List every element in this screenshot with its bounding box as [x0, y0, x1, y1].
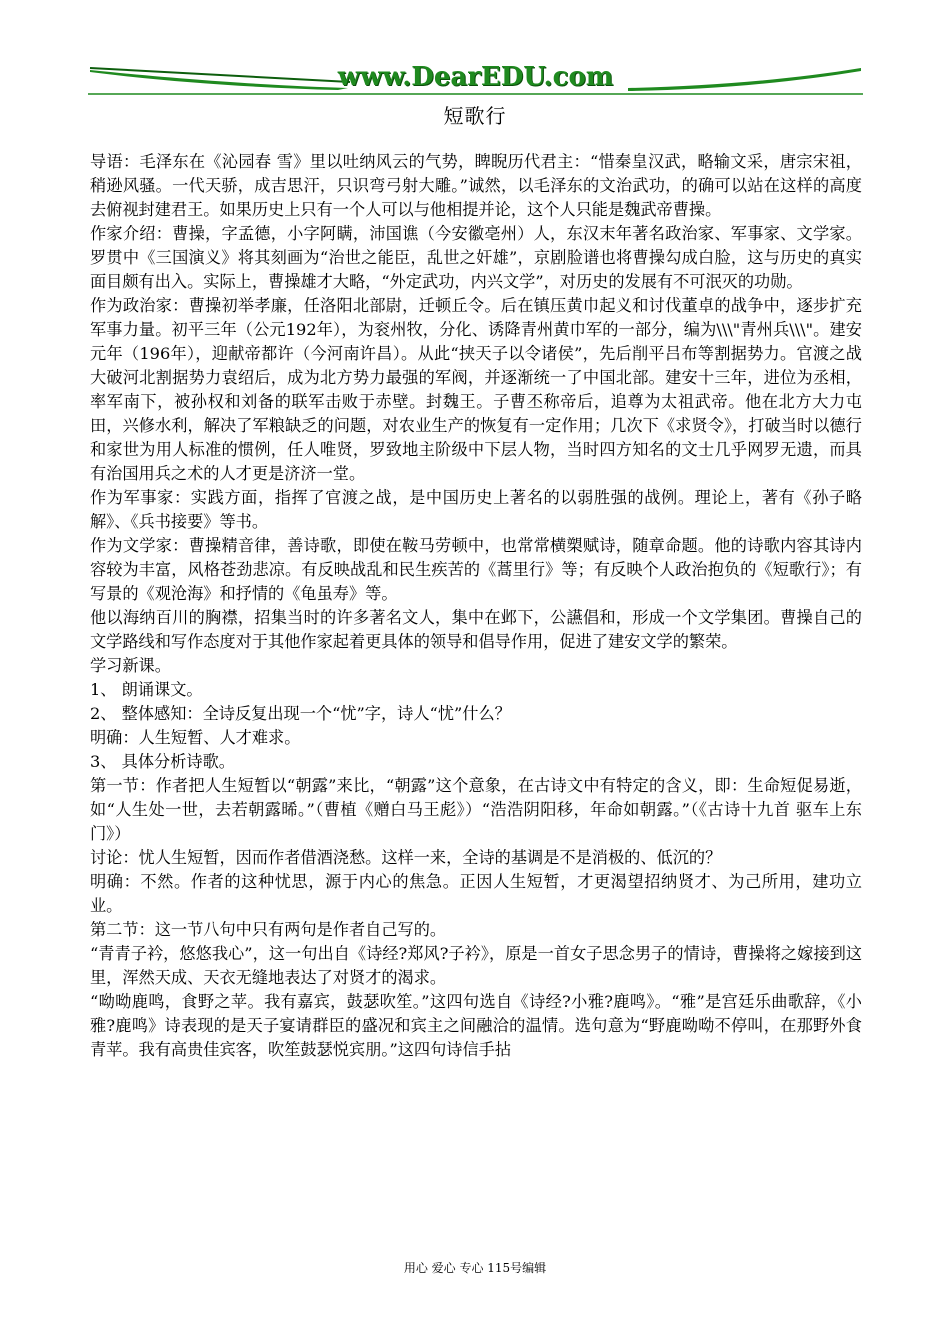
paragraph: 讨论：忧人生短暂，因而作者借酒浇愁。这样一来，全诗的基调是不是消极的、低沉的？	[90, 848, 722, 867]
paragraph: 3、 具体分析诗歌。	[90, 752, 235, 771]
paragraph: 1、 朗诵课文。	[90, 680, 203, 699]
document-body	[90, 150, 862, 1062]
paragraph: 作为文学家：曹操精音律，善诗歌，即使在鞍马劳顿中，也常常横槊赋诗，随章命题。他的诗歌内容其诗内容较为丰富，风格苍劲悲凉。有反映战乱和民生疾苦的《蒿里行》等；有反映个人政治抱负的《短歌行》；有写景的《观沧海》和抒情的《龟虽寿》等。	[90, 536, 862, 603]
paragraph: 学习新课。	[90, 656, 171, 675]
paragraph: 第一节：作者把人生短暂以“朝露”来比，“朝露”这个意象，在古诗文中有特定的含义，即：生命短促易逝，如“人生处一世，去若朝露晞。”（曹植《赠白马王彪》）“浩浩阴阳移，年命如朝露。”（《古诗十九首 驱车上东门》）	[90, 776, 862, 843]
paragraph: 作为政治家：曹操初举孝廉，任洛阳北部尉，迁顿丘令。后在镇压黄巾起义和讨伐董卓的战争中，逐步扩充军事力量。初平三年（公元192年），为衮州牧，分化、诱降青州黄巾军的一部分，编为\\\"青州兵\\\"。建安元年（196年），迎献帝都许（今河南许昌）。从此“挟天子以令诸侯”，先后削平吕布等割据势力。官渡之战大破河北割据势力袁绍后，成为北方势力最强的军阀，并逐渐统一了中国北部。建安十三年，进位为丞相，率军南下，被孙权和刘备的联军击败于赤壁。封魏王。子曹丕称帝后，追尊为太祖武帝。他在北方大力屯田，兴修水利，解决了军粮缺乏的问题，对农业生产的恢复有一定作用；几次下《求贤令》，打破当时以德行和家世为用人标准的惯例，任人唯贤，罗致地主阶级中下层人物，当时四方知名的文士几乎网罗无遗，而具有治国用兵之术的人才更是济济一堂。	[90, 296, 862, 483]
paragraph: 作为军事家：实践方面，指挥了官渡之战，是中国历史上著名的以弱胜强的战例。理论上，著有《孙子略解》、《兵书接要》等书。	[90, 488, 862, 531]
site-logo-text[interactable]: www.DearEDU.com	[337, 62, 614, 92]
paragraph: “青青子衿，悠悠我心”，这一句出自《诗经?郑风?子衿》，原是一首女子思念男子的情诗，曹操将之嫁接到这里，浑然天成、天衣无缝地表达了对贤才的渴求。	[90, 944, 862, 987]
paragraph: 他以海纳百川的胸襟，招集当时的许多著名文人，集中在邺下，公讌倡和，形成一个文学集团。曹操自己的文学路线和写作态度对于其他作家起着更具体的领导和倡导作用，促进了建安文学的繁荣。	[90, 608, 862, 651]
page-footer: 用心 爱心 专心 115号编辑	[403, 1261, 547, 1275]
paragraph: 明确：不然。作者的这种忧思，源于内心的焦急。正因人生短暂，才更渴望招纳贤才、为己所用，建功立业。	[90, 872, 862, 915]
paragraph: “呦呦鹿鸣，食野之苹。我有嘉宾，鼓瑟吹笙。”这四句选自《诗经?小雅?鹿鸣》。“雅”是宫廷乐曲歌辞，《小雅?鹿鸣》诗表现的是天子宴请群臣的盛况和宾主之间融洽的温情。选句意为“野鹿呦呦不停叫，在那野外食青苹。我有高贵佳宾客，吹笙鼓瑟悦宾朋。”这四句诗信手拈	[90, 992, 862, 1059]
document-title: 短歌行	[443, 104, 507, 128]
paragraph: 第二节：这一节八句中只有两句是作者自己写的。	[90, 920, 447, 939]
paragraph: 导语：毛泽东在《沁园春 雪》里以吐纳风云的气势，睥睨历代君主：“惜秦皇汉武，略输文采，唐宗宋祖，稍逊风骚。一代天骄，成吉思汗，只识弯弓射大雕。”诚然，以毛泽东的文治武功，的确可以站在这样的高度去俯视封建君王。如果历史上只有一个人可以与他相提并论，这个人只能是魏武帝曹操。	[90, 152, 862, 219]
paragraph: 作家介绍：曹操，字孟德，小字阿瞒，沛国谯（今安徽亳州）人，东汉末年著名政治家、军事家、文学家。罗贯中《三国演义》将其刻画为“治世之能臣，乱世之奸雄”，京剧脸谱也将曹操勾成白脸，这与历史的真实面目颇有出入。实际上，曹操雄才大略，“外定武功，内兴文学”，对历史的发展有不可泯灭的功勋。	[90, 224, 862, 291]
paragraph: 2、 整体感知：全诗反复出现一个“忧”字，诗人“忧”什么？	[90, 704, 511, 723]
site-header-banner	[88, 52, 863, 96]
paragraph: 明确：人生短暂、人才难求。	[90, 728, 301, 747]
